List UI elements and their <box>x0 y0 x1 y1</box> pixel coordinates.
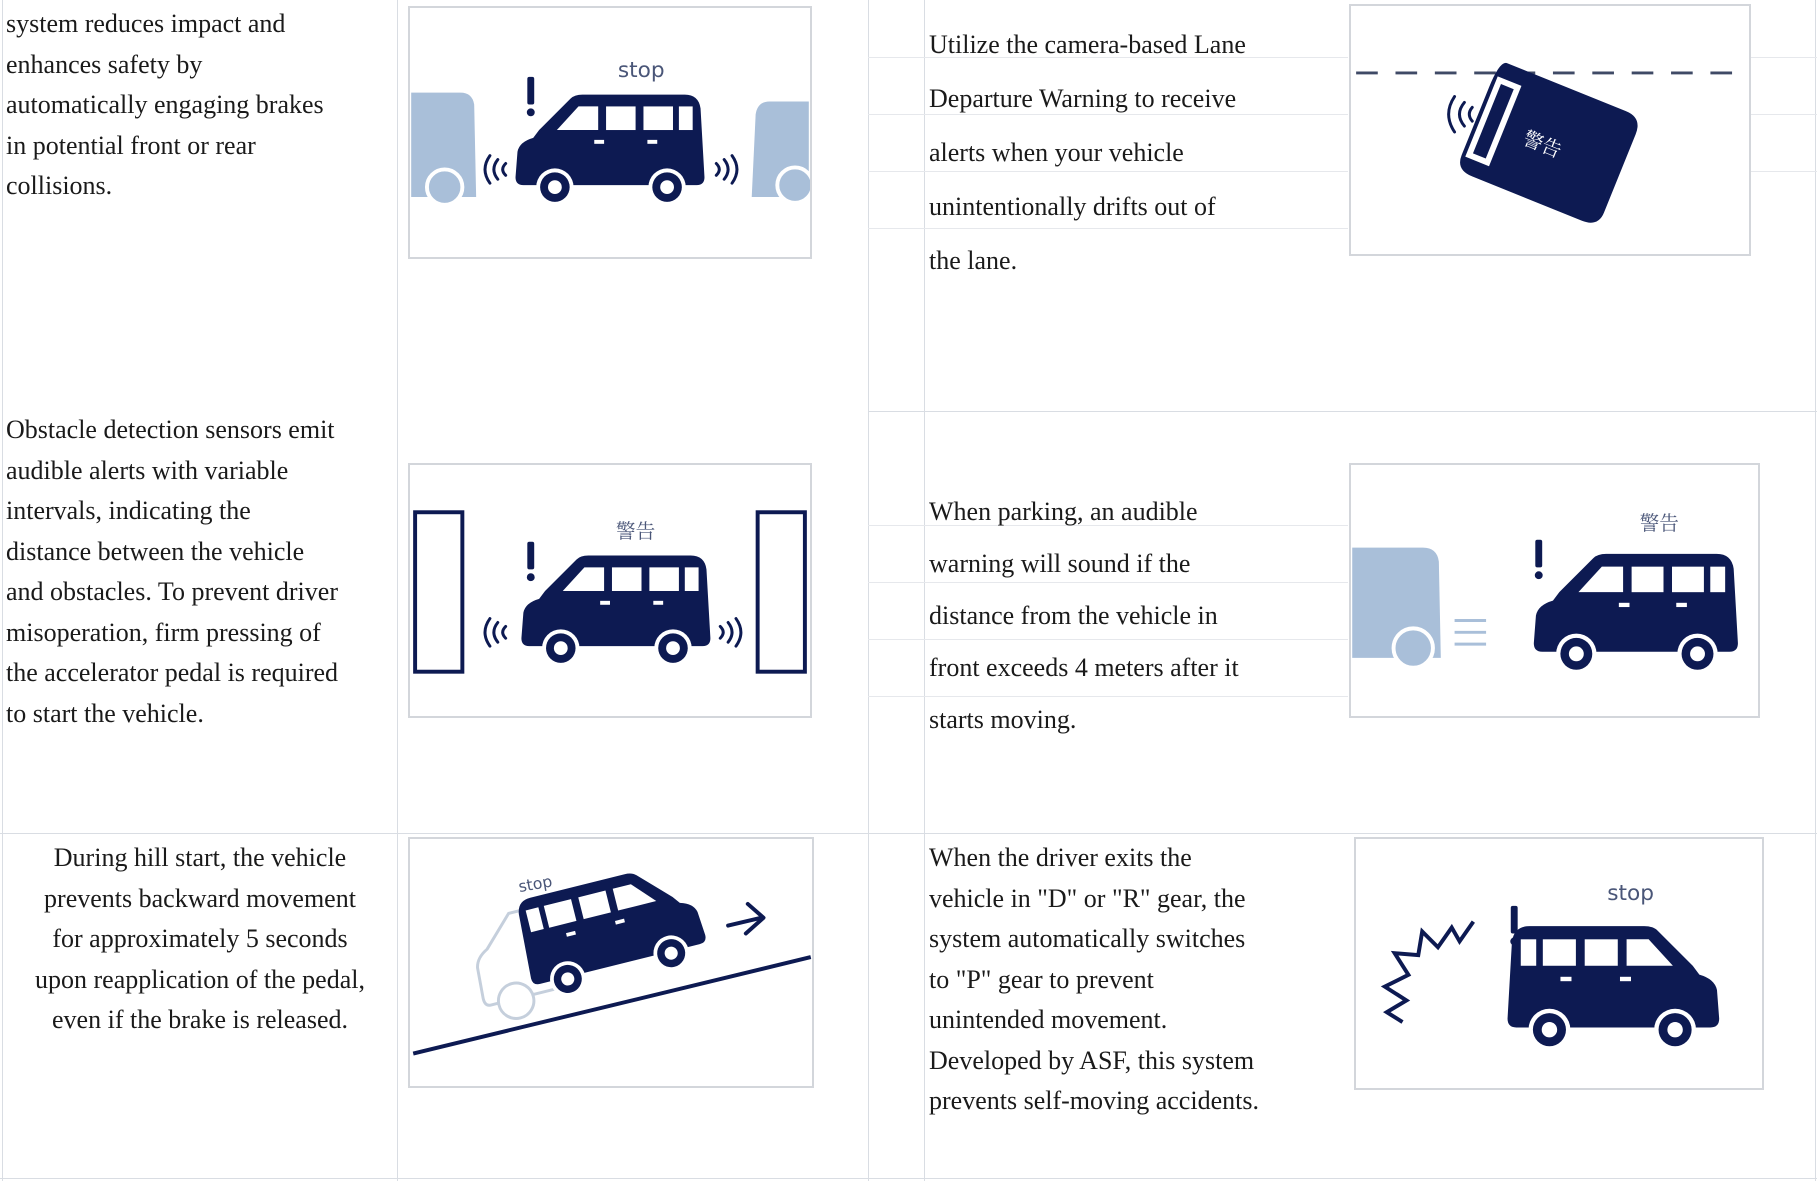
illustration-hill-start <box>408 837 814 1088</box>
text-line: distance between the vehicle <box>6 536 305 566</box>
grid-line <box>868 411 1817 412</box>
feature-description-auto-park <box>929 838 1259 1122</box>
grid-line <box>868 0 869 1181</box>
text-line: distance from the vehicle in <box>929 601 1218 630</box>
text-line: intervals, indicating the <box>6 496 251 525</box>
text-line: collisions. <box>6 171 113 200</box>
text-line: unintentionally drifts out of <box>929 192 1216 221</box>
text-line: front exceeds 4 meters after it <box>929 653 1239 682</box>
illustration-lane-departure <box>1349 4 1751 256</box>
text-line: Developed by ASF, this system <box>929 1045 1255 1075</box>
text-line: When parking, an audible <box>929 497 1198 526</box>
text-line: for approximately 5 seconds <box>52 924 348 953</box>
illustration-auto-park <box>1354 837 1764 1090</box>
grid-line <box>2 0 3 1181</box>
grid-line <box>1750 171 1817 172</box>
text-line: system automatically switches <box>929 924 1246 953</box>
illustration-label: stop <box>617 57 665 83</box>
text-line: and obstacles. To prevent driver <box>6 577 338 606</box>
text-line: prevents self-moving accidents. <box>929 1086 1259 1115</box>
text-line: unintended movement. <box>929 1005 1168 1034</box>
feature-description-obstacle-detection <box>6 410 338 734</box>
text-line: vehicle in "D" or "R" gear, the <box>929 883 1246 913</box>
feature-description-lane-departure <box>929 18 1246 288</box>
text-line: enhances safety by <box>6 49 203 79</box>
grid-line <box>1815 0 1816 1181</box>
text-line: alerts when your vehicle <box>929 138 1184 167</box>
feature-description-collision-braking <box>6 4 324 207</box>
grid-line <box>397 0 398 1181</box>
illustration-label: 警告 <box>615 519 656 543</box>
car-collision-braking-icon <box>410 8 810 257</box>
text-line: upon reapplication of the pedal, <box>35 964 365 994</box>
illustration-label: 警告 <box>1519 126 1565 163</box>
text-line: Obstacle detection sensors emit <box>6 415 335 444</box>
car-lane-departure-icon <box>1351 6 1749 254</box>
text-line: misoperation, firm pressing of <box>6 617 321 647</box>
text-line: Utilize the camera-based Lane <box>929 30 1246 59</box>
car-obstacle-sensor-icon <box>410 465 810 716</box>
grid-line <box>1750 57 1817 58</box>
text-line: audible alerts with variable <box>6 455 289 485</box>
illustration-front-departure <box>1349 463 1760 718</box>
feature-description-front-departure <box>929 486 1239 746</box>
illustration-collision-braking <box>408 6 812 259</box>
text-line: warning will sound if the <box>929 549 1191 578</box>
text-line: During hill start, the vehicle <box>53 843 347 872</box>
text-line: the accelerator pedal is required <box>6 658 339 687</box>
text-line: to "P" gear to prevent <box>929 964 1154 994</box>
text-line: starts moving. <box>929 705 1077 734</box>
feature-description-hill-start <box>6 838 394 1041</box>
text-line: the lane. <box>929 246 1018 275</box>
text-line: prevents backward movement <box>44 883 356 913</box>
illustration-label: 警告 <box>1639 511 1680 535</box>
car-auto-park-icon <box>1356 839 1762 1088</box>
text-line: Departure Warning to receive <box>929 84 1237 113</box>
illustration-label: stop <box>516 871 554 897</box>
car-front-departure-icon <box>1351 465 1758 716</box>
text-line: system reduces impact and <box>6 9 286 38</box>
text-line: in potential front or rear <box>6 130 256 160</box>
car-hill-start-icon <box>410 839 812 1086</box>
text-line: even if the brake is released. <box>52 1005 348 1034</box>
grid-line <box>924 0 925 1181</box>
grid-line <box>0 833 1817 834</box>
text-line: to start the vehicle. <box>6 698 204 728</box>
grid-line <box>0 1178 1817 1179</box>
illustration-label: stop <box>1607 881 1654 907</box>
text-line: automatically engaging brakes <box>6 90 324 119</box>
text-line: When the driver exits the <box>929 843 1192 872</box>
illustration-obstacle-detection <box>408 463 812 718</box>
grid-line <box>1750 114 1817 115</box>
